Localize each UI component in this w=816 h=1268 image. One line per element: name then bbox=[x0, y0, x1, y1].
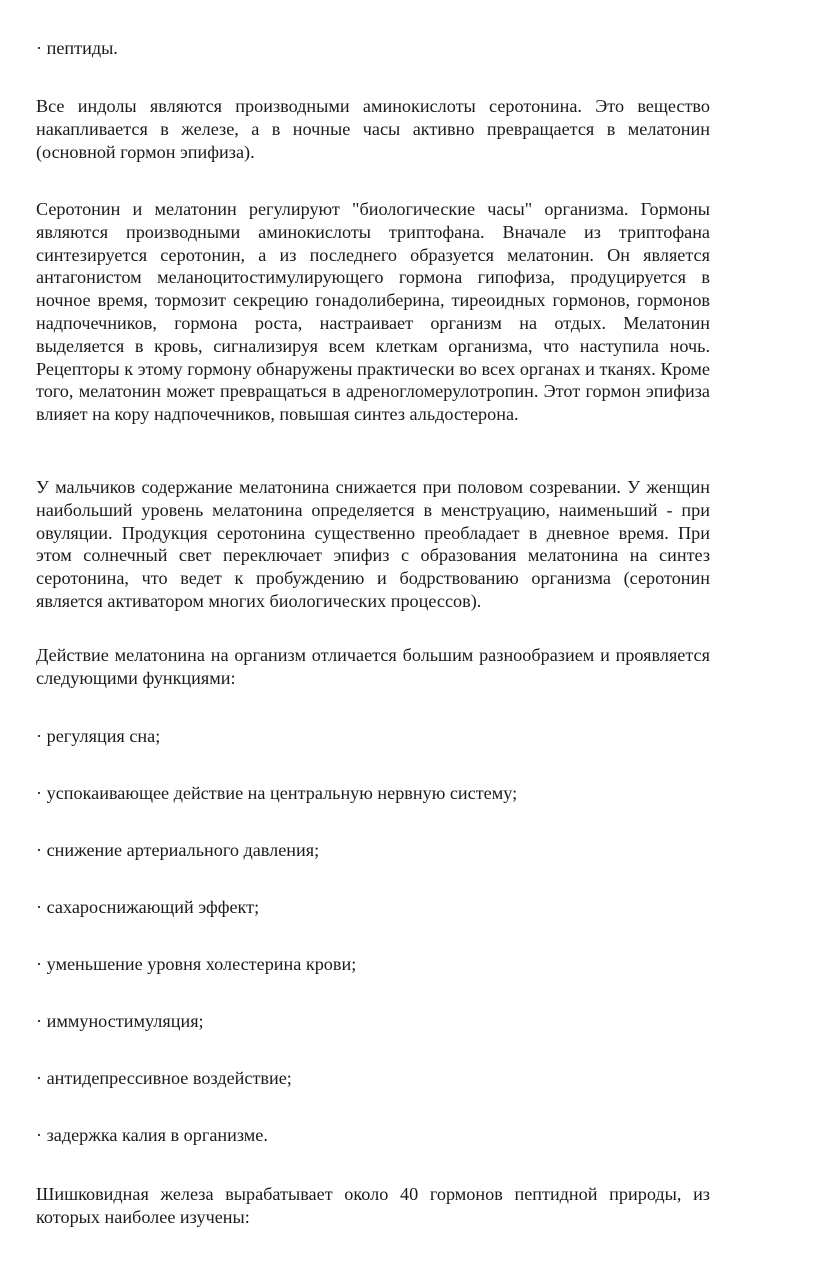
list-item-blood-pressure: · снижение артериального давления; bbox=[36, 840, 320, 860]
list-item-peptides: · пептиды. bbox=[36, 38, 118, 58]
list-item-cholesterol: · уменьшение уровня холестерина крови; bbox=[36, 954, 357, 974]
list-item-sleep-regulation: · регуляция сна; bbox=[36, 726, 161, 746]
list-item-sugar-lowering: · сахароснижающий эффект; bbox=[36, 897, 260, 917]
paragraph-melatonin-functions-intro: Действие мелатонина на организм отличается большим разнообразием и проявляется следующими функциями: bbox=[36, 645, 710, 688]
paragraph-serotonin-melatonin: Серотонин и мелатонин регулируют "биологические часы" организма. Гормоны являются производными аминокислоты триптофана. Вначале из триптофана синтезируется серотонин, а из последнего образуется мелатонин. Он является антагонистом меланоцитостимулирующего гормона гипофиза, продуцируется в ночное время, тормозит секрецию гонадолиберина, тиреоидных гормонов, гормонов надпочечников, гормона роста, настраивает организм на отдых. Мелатонин выделяется в кровь, сигнализируя всем клеткам организма, что наступила ночь. Рецепторы к этому гормону обнаружены практически во всех органах и тканях. Кроме того, мелатонин может превращаться в адреногломерулотропин. Этот гормон эпифиза влияет на кору надпочечников, повышая синтез альдостерона. bbox=[36, 199, 710, 425]
paragraph-puberty-cycle: У мальчиков содержание мелатонина снижается при половом созревании. У женщин наибольший уровень мелатонина определяется в менструацию, наименьший - при овуляции. Продукция серотонина существенно преобладает в дневное время. При этом солнечный свет переключает эпифиз с образования мелатонина на синтез серотонина, что ведет к пробуждению и бодрствованию организма (серотонин является активатором многих биологических процессов). bbox=[36, 477, 710, 611]
list-item-immunostimulation: · иммуностимуляция; bbox=[36, 1011, 204, 1031]
list-item-antidepressant: · антидепрессивное воздействие; bbox=[36, 1068, 292, 1088]
list-item-calming-effect: · успокаивающее действие на центральную нервную систему; bbox=[36, 783, 518, 803]
paragraph-indoles: Все индолы являются производными аминокислоты серотонина. Это вещество накапливается в железе, а в ночные часы активно превращается в мелатонин (основной гормон эпифиза). bbox=[36, 96, 710, 162]
list-item-potassium-retention: · задержка калия в организме. bbox=[36, 1125, 268, 1145]
paragraph-pineal-peptides: Шишковидная железа вырабатывает около 40 гормонов пептидной природы, из которых наиболее изучены: bbox=[36, 1184, 710, 1227]
